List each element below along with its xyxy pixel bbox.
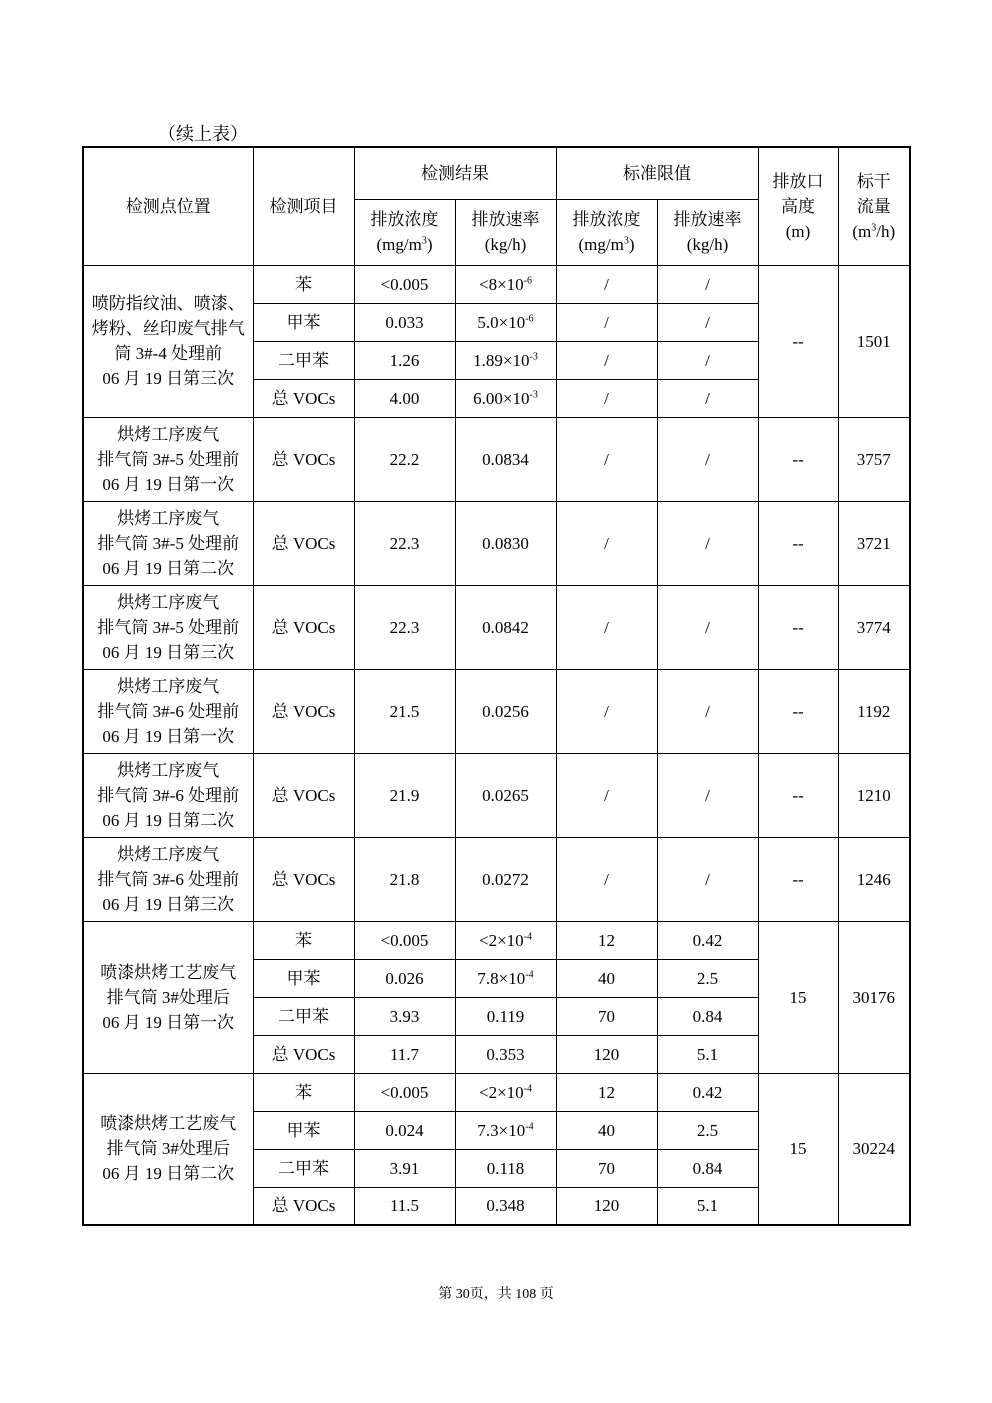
emission-table — [82, 146, 911, 1226]
flow-cell: 30176 — [838, 921, 910, 1073]
header-standard-rate-label: 排放速率 — [673, 210, 742, 229]
rate-exponent: -4 — [525, 968, 534, 980]
rate-base: 7.3×10 — [477, 1120, 526, 1140]
height-cell: -- — [758, 501, 838, 585]
table-row — [83, 585, 910, 669]
conc-cell: 11.5 — [354, 1187, 455, 1225]
rate-base: 0.0265 — [482, 785, 529, 805]
height-cell: -- — [758, 585, 838, 669]
conc-cell: 22.3 — [354, 501, 455, 585]
rate-cell — [455, 303, 556, 341]
header-height-line-1: 排放口 — [772, 171, 824, 191]
conc-cell: 0.033 — [354, 303, 455, 341]
rate-cell — [455, 341, 556, 379]
rate-exponent: -6 — [525, 312, 534, 324]
table-body — [83, 265, 910, 1225]
header-flow-line-3 — [839, 219, 910, 244]
height-cell: -- — [758, 837, 838, 921]
header-standard-rate — [657, 199, 758, 265]
table-row — [83, 1073, 910, 1111]
location-line: 筒 3#-4 处理前 — [114, 344, 223, 363]
std-rate-cell: 0.42 — [657, 1073, 758, 1111]
location-line: 06 月 19 日第三次 — [102, 369, 235, 388]
header-result-rate-unit: (kg/h) — [484, 235, 527, 254]
item-cell: 甲苯 — [253, 959, 354, 997]
std-conc-cell: / — [556, 341, 657, 379]
header-result-group: 检测结果 — [354, 147, 556, 199]
header-height — [758, 147, 838, 265]
rate-cell — [455, 837, 556, 921]
header-flow-unit-a: (m — [852, 221, 872, 241]
conc-cell: <0.005 — [354, 265, 455, 303]
rate-cell — [455, 921, 556, 959]
std-conc-cell: 12 — [556, 921, 657, 959]
location-cell — [83, 1073, 253, 1225]
header-result-conc-unit — [355, 232, 455, 257]
header-standard-conc — [556, 199, 657, 265]
rate-cell — [455, 669, 556, 753]
std-conc-cell: / — [556, 837, 657, 921]
conc-cell: 3.93 — [354, 997, 455, 1035]
std-conc-cell: / — [556, 501, 657, 585]
table-caption: （续上表） — [158, 124, 248, 144]
rate-base: 0.0834 — [482, 449, 529, 469]
rate-base: 0.119 — [486, 1006, 525, 1026]
table-row — [83, 501, 910, 585]
location-line: 喷漆烘烤工艺废气 — [100, 1114, 237, 1134]
conc-cell: <0.005 — [354, 921, 455, 959]
rate-exponent: -4 — [523, 930, 533, 942]
location-cell — [83, 753, 253, 837]
item-cell: 总 VOCs — [253, 669, 354, 753]
conc-cell: 21.9 — [354, 753, 455, 837]
item-cell: 总 VOCs — [253, 501, 354, 585]
conc-cell: 11.7 — [354, 1035, 455, 1073]
unit-exp: 3 — [421, 235, 427, 247]
item-cell: 二甲苯 — [253, 997, 354, 1035]
unit-exp: 3 — [623, 235, 629, 247]
rate-base: 0.348 — [486, 1196, 525, 1216]
std-rate-cell: 0.84 — [657, 1149, 758, 1187]
location-line: 06 月 19 日第一次 — [102, 1012, 235, 1032]
rate-cell — [455, 1073, 556, 1111]
rate-base: 0.0830 — [482, 533, 529, 553]
flow-cell: 3721 — [838, 501, 910, 585]
item-cell: 总 VOCs — [253, 1187, 354, 1225]
item-cell: 总 VOCs — [253, 1035, 354, 1073]
conc-cell: <0.005 — [354, 1073, 455, 1111]
rate-base: 0.353 — [486, 1044, 525, 1064]
location-cell — [83, 585, 253, 669]
rate-cell — [455, 1035, 556, 1073]
location-line: 烘烤工序废气 — [117, 844, 220, 864]
item-cell: 甲苯 — [253, 1111, 354, 1149]
rate-base: <2×10 — [478, 1082, 524, 1102]
std-rate-cell: / — [657, 837, 758, 921]
header-item: 检测项目 — [253, 147, 354, 265]
header-standard-group: 标准限值 — [556, 147, 758, 199]
std-rate-cell: / — [657, 341, 758, 379]
rate-cell — [455, 265, 556, 303]
rate-base: <8×10 — [478, 274, 524, 294]
std-conc-cell: 70 — [556, 997, 657, 1035]
location-line: 烤粉、丝印废气排气 — [91, 319, 245, 338]
std-conc-cell: / — [556, 417, 657, 501]
unit-part: ) — [426, 235, 433, 254]
location-line: 06 月 19 日第一次 — [102, 726, 235, 746]
location-line: 06 月 19 日第一次 — [102, 474, 235, 494]
std-rate-cell: 5.1 — [657, 1035, 758, 1073]
rate-base: 0.0256 — [482, 701, 529, 721]
rate-cell — [455, 417, 556, 501]
std-conc-cell: / — [556, 265, 657, 303]
item-cell: 二甲苯 — [253, 341, 354, 379]
unit-part: (mg/m — [376, 235, 422, 254]
header-result-conc-label: 排放浓度 — [370, 210, 439, 229]
conc-cell: 21.8 — [354, 837, 455, 921]
table-row — [83, 265, 910, 303]
rate-cell — [455, 585, 556, 669]
rate-exponent: -3 — [529, 350, 538, 362]
rate-cell — [455, 379, 556, 417]
location-line: 喷漆烘烤工艺废气 — [100, 962, 237, 982]
rate-base: 0.0842 — [482, 617, 529, 637]
height-cell: 15 — [758, 1073, 838, 1225]
height-cell: 15 — [758, 921, 838, 1073]
std-rate-cell: 0.42 — [657, 921, 758, 959]
std-conc-cell: 40 — [556, 1111, 657, 1149]
header-flow-unit-b: /h) — [876, 221, 896, 241]
conc-cell: 3.91 — [354, 1149, 455, 1187]
table-row — [83, 753, 910, 837]
std-rate-cell: / — [657, 585, 758, 669]
rate-base: 0.118 — [486, 1158, 525, 1178]
rate-cell — [455, 1187, 556, 1225]
item-cell: 总 VOCs — [253, 585, 354, 669]
rate-base: 5.0×10 — [477, 312, 526, 332]
height-cell: -- — [758, 417, 838, 501]
conc-cell: 22.2 — [354, 417, 455, 501]
item-cell: 总 VOCs — [253, 379, 354, 417]
table-row — [83, 417, 910, 501]
flow-cell: 3757 — [838, 417, 910, 501]
location-line: 排气筒 3#-5 处理前 — [97, 449, 240, 469]
location-line: 排气筒 3#处理后 — [106, 1139, 230, 1159]
rate-exponent: -6 — [523, 274, 533, 286]
flow-cell: 1192 — [838, 669, 910, 753]
rate-cell — [455, 959, 556, 997]
std-rate-cell: / — [657, 265, 758, 303]
std-conc-cell: / — [556, 379, 657, 417]
rate-cell — [455, 753, 556, 837]
location-line: 06 月 19 日第二次 — [102, 810, 235, 830]
height-cell: -- — [758, 753, 838, 837]
header-result-rate-label: 排放速率 — [471, 210, 540, 229]
rate-base: 7.8×10 — [477, 968, 526, 988]
header-flow — [838, 147, 910, 265]
header-standard-conc-unit — [557, 232, 657, 257]
item-cell: 二甲苯 — [253, 1149, 354, 1187]
item-cell: 苯 — [253, 265, 354, 303]
flow-cell: 30224 — [838, 1073, 910, 1225]
conc-cell: 0.024 — [354, 1111, 455, 1149]
location-line: 06 月 19 日第三次 — [102, 642, 235, 662]
item-cell: 甲苯 — [253, 303, 354, 341]
rate-exponent: -4 — [525, 1120, 534, 1132]
page-footer: 第 30页，共 108 页 — [438, 1287, 554, 1302]
header-height-line-2: 高度 — [781, 196, 815, 216]
header-standard-rate-unit: (kg/h) — [686, 235, 729, 254]
location-line: 排气筒 3#-5 处理前 — [97, 533, 240, 553]
table-row — [83, 669, 910, 753]
rate-cell — [455, 501, 556, 585]
item-cell: 总 VOCs — [253, 753, 354, 837]
std-conc-cell: / — [556, 303, 657, 341]
location-line: 排气筒 3#处理后 — [106, 987, 230, 1007]
header-row-1 — [83, 147, 910, 199]
header-flow-line-2: 流量 — [856, 196, 891, 216]
rate-base: 6.00×10 — [473, 388, 530, 408]
item-cell: 总 VOCs — [253, 417, 354, 501]
location-cell — [83, 417, 253, 501]
std-rate-cell: 0.84 — [657, 997, 758, 1035]
location-cell — [83, 669, 253, 753]
item-cell: 苯 — [253, 921, 354, 959]
location-line: 烘烤工序废气 — [117, 676, 220, 696]
rate-exponent: -3 — [529, 388, 538, 400]
location-line: 排气筒 3#-6 处理前 — [97, 869, 240, 889]
location-cell — [83, 921, 253, 1073]
std-conc-cell: / — [556, 753, 657, 837]
rate-cell — [455, 1149, 556, 1187]
location-line: 喷防指纹油、喷漆、 — [91, 294, 245, 313]
location-line: 排气筒 3#-6 处理前 — [97, 701, 240, 721]
location-line: 烘烤工序废气 — [117, 592, 220, 612]
conc-cell: 22.3 — [354, 585, 455, 669]
location-cell — [83, 837, 253, 921]
height-cell: -- — [758, 265, 838, 417]
std-conc-cell: 40 — [556, 959, 657, 997]
flow-cell: 3774 — [838, 585, 910, 669]
std-conc-cell: 12 — [556, 1073, 657, 1111]
rate-exponent: -4 — [523, 1082, 533, 1094]
std-rate-cell: / — [657, 753, 758, 837]
header-result-conc — [354, 199, 455, 265]
std-rate-cell: / — [657, 303, 758, 341]
location-line: 06 月 19 日第三次 — [102, 894, 235, 914]
location-cell — [83, 265, 253, 417]
location-line: 排气筒 3#-5 处理前 — [97, 617, 240, 637]
rate-base: 0.0272 — [482, 869, 529, 889]
header-standard-conc-label: 排放浓度 — [572, 210, 641, 229]
location-line: 烘烤工序废气 — [117, 424, 220, 444]
table-row — [83, 921, 910, 959]
flow-cell: 1501 — [838, 265, 910, 417]
std-rate-cell: / — [657, 417, 758, 501]
std-conc-cell: 120 — [556, 1035, 657, 1073]
header-location: 检测点位置 — [83, 147, 253, 265]
unit-part: ) — [628, 235, 635, 254]
std-conc-cell: / — [556, 585, 657, 669]
conc-cell: 4.00 — [354, 379, 455, 417]
flow-cell: 1246 — [838, 837, 910, 921]
std-rate-cell: 2.5 — [657, 1111, 758, 1149]
location-line: 06 月 19 日第二次 — [102, 558, 235, 578]
item-cell: 苯 — [253, 1073, 354, 1111]
std-conc-cell: 120 — [556, 1187, 657, 1225]
header-flow-line-1: 标干 — [856, 171, 891, 191]
std-rate-cell: 2.5 — [657, 959, 758, 997]
header-height-line-3: (m) — [785, 221, 811, 241]
std-rate-cell: / — [657, 501, 758, 585]
std-rate-cell: 5.1 — [657, 1187, 758, 1225]
table-row — [83, 837, 910, 921]
conc-cell: 21.5 — [354, 669, 455, 753]
item-cell: 总 VOCs — [253, 837, 354, 921]
location-cell — [83, 501, 253, 585]
location-line: 排气筒 3#-6 处理前 — [97, 785, 240, 805]
conc-cell: 0.026 — [354, 959, 455, 997]
rate-cell — [455, 997, 556, 1035]
std-conc-cell: / — [556, 669, 657, 753]
conc-cell: 1.26 — [354, 341, 455, 379]
header-result-rate — [455, 199, 556, 265]
rate-base: <2×10 — [478, 930, 524, 950]
unit-part: (mg/m — [578, 235, 624, 254]
std-rate-cell: / — [657, 669, 758, 753]
std-conc-cell: 70 — [556, 1149, 657, 1187]
std-rate-cell: / — [657, 379, 758, 417]
location-line: 烘烤工序废气 — [117, 760, 220, 780]
rate-base: 1.89×10 — [473, 350, 530, 370]
rate-cell — [455, 1111, 556, 1149]
location-line: 烘烤工序废气 — [117, 508, 220, 528]
location-line: 06 月 19 日第二次 — [102, 1164, 235, 1184]
header-flow-unit-exp: 3 — [871, 222, 877, 234]
flow-cell: 1210 — [838, 753, 910, 837]
height-cell: -- — [758, 669, 838, 753]
